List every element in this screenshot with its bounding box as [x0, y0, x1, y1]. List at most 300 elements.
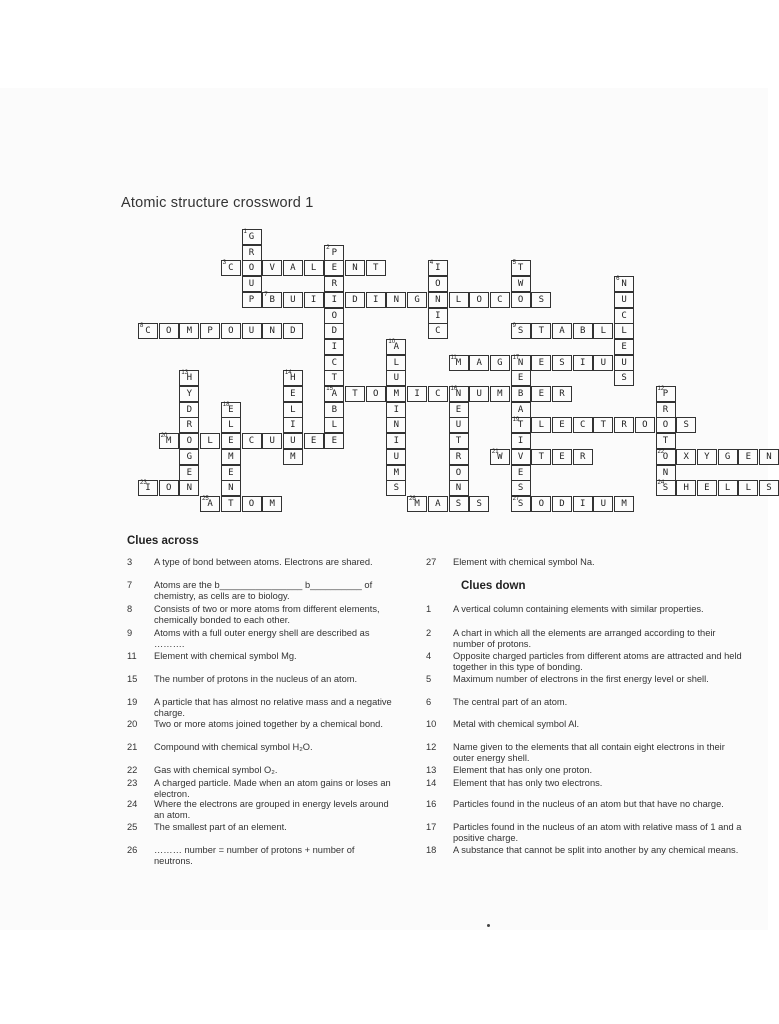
clue-number: 26	[127, 845, 138, 855]
crossword-cell[interactable]	[449, 402, 469, 418]
crossword-cell[interactable]	[511, 480, 531, 496]
crossword-cell[interactable]	[386, 370, 406, 386]
crossword-cell[interactable]	[283, 449, 303, 465]
crossword-cell[interactable]	[242, 496, 262, 512]
cell-letter: L	[600, 326, 607, 337]
cell-letter: Y	[704, 451, 710, 462]
crossword-cell[interactable]	[304, 433, 324, 449]
crossword-cell[interactable]	[449, 292, 469, 308]
crossword-cell[interactable]	[469, 292, 489, 308]
crossword-cell[interactable]	[221, 480, 241, 496]
crossword-cell[interactable]	[614, 339, 634, 355]
cell-letter: G	[186, 451, 193, 462]
crossword-cell[interactable]	[179, 433, 199, 449]
crossword-cell[interactable]	[573, 449, 593, 465]
cell-letter: O	[248, 498, 255, 509]
crossword-cell[interactable]	[428, 260, 448, 276]
crossword-cell[interactable]	[718, 480, 738, 496]
cell-letter: M	[186, 326, 193, 337]
crossword-cell[interactable]	[324, 292, 344, 308]
crossword-cell[interactable]	[221, 417, 241, 433]
crossword-cell[interactable]	[283, 323, 303, 339]
crossword-cell[interactable]	[386, 402, 406, 418]
cell-letter: P	[662, 389, 669, 399]
crossword-cell[interactable]	[614, 417, 634, 433]
crossword-cell[interactable]	[221, 260, 241, 276]
crossword-cell[interactable]	[676, 480, 696, 496]
cell-letter: U	[269, 436, 275, 447]
clue-text: The central part of an atom.	[453, 697, 568, 707]
clue-number: 24	[127, 799, 138, 809]
crossword-cell[interactable]	[262, 323, 282, 339]
crossword-cell[interactable]	[449, 465, 469, 481]
crossword-cell[interactable]	[242, 245, 262, 261]
cell-number: 26	[409, 495, 416, 502]
crossword-cell[interactable]	[511, 496, 531, 512]
crossword-cell[interactable]	[221, 465, 241, 481]
crossword-cell[interactable]	[593, 355, 613, 371]
crossword-cell[interactable]	[531, 292, 551, 308]
cell-letter: W	[497, 451, 503, 462]
crossword-cell[interactable]	[552, 417, 572, 433]
crossword-cell[interactable]	[593, 496, 613, 512]
crossword-cell[interactable]	[283, 260, 303, 276]
cell-letter: V	[517, 451, 524, 462]
crossword-cell[interactable]	[386, 355, 406, 371]
cell-letter: S	[559, 357, 565, 368]
crossword-cell[interactable]	[283, 386, 303, 402]
crossword-cell[interactable]	[283, 402, 303, 418]
cell-letter: D	[331, 326, 337, 337]
crossword-cell[interactable]	[407, 496, 427, 512]
crossword-cell[interactable]	[386, 449, 406, 465]
crossword-cell[interactable]	[511, 386, 531, 402]
crossword-cell[interactable]	[386, 417, 406, 433]
cell-letter: R	[559, 389, 565, 399]
cell-letter: A	[393, 341, 400, 352]
crossword-cell[interactable]	[386, 480, 406, 496]
crossword-cell[interactable]	[262, 260, 282, 276]
clue-number: 23	[127, 778, 138, 788]
cell-number: 19	[512, 417, 520, 424]
cell-letter: L	[207, 436, 213, 447]
clue-text: A vertical column containing elements with similar properties.	[453, 604, 704, 614]
crossword-cell[interactable]	[490, 292, 510, 308]
crossword-cell[interactable]	[324, 339, 344, 355]
crossword-cell[interactable]	[386, 433, 406, 449]
cell-letter: C	[331, 357, 337, 368]
cell-letter: A	[517, 404, 524, 415]
crossword-cell[interactable]	[159, 480, 179, 496]
crossword-cell[interactable]	[469, 496, 489, 512]
crossword-cell[interactable]	[221, 323, 241, 339]
cell-letter: E	[559, 420, 565, 431]
crossword-cell[interactable]	[759, 449, 779, 465]
crossword-cell[interactable]	[221, 449, 241, 465]
crossword-cell[interactable]	[676, 417, 696, 433]
cell-letter: E	[621, 341, 627, 352]
cell-letter: E	[186, 467, 193, 478]
cell-letter: D	[290, 326, 296, 337]
cell-letter: E	[704, 483, 710, 494]
crossword-cell[interactable]	[552, 323, 572, 339]
crossword-cell[interactable]	[324, 386, 344, 402]
clue-number: 21	[127, 742, 138, 752]
crossword-cell[interactable]	[179, 386, 199, 402]
crossword-cell[interactable]	[511, 370, 531, 386]
crossword-cell[interactable]	[511, 449, 531, 465]
cell-letter: A	[207, 498, 213, 509]
clue-number: 19	[127, 697, 138, 707]
clue-text: A charged particle. Made when an atom gains or loses an electron.	[154, 778, 391, 799]
crossword-cell[interactable]	[159, 323, 179, 339]
clue-number: 5	[426, 674, 432, 684]
crossword-cell[interactable]	[552, 496, 572, 512]
crossword-cell[interactable]	[324, 323, 344, 339]
crossword-cell[interactable]	[511, 402, 531, 418]
crossword-cell[interactable]	[718, 449, 738, 465]
crossword-cell[interactable]	[656, 480, 676, 496]
crossword-cell[interactable]	[573, 323, 593, 339]
crossword-cell[interactable]	[531, 323, 551, 339]
crossword-cell[interactable]	[738, 480, 758, 496]
crossword-cell[interactable]	[573, 496, 593, 512]
crossword-cell[interactable]	[200, 323, 220, 339]
cell-letter: I	[435, 263, 441, 274]
cell-letter: N	[455, 389, 462, 399]
crossword-cell[interactable]	[221, 496, 241, 512]
cell-letter: P	[331, 247, 337, 258]
crossword-cell[interactable]	[386, 292, 406, 308]
crossword-cell[interactable]	[428, 308, 448, 324]
crossword-cell[interactable]	[531, 355, 551, 371]
crossword-cell[interactable]	[242, 260, 262, 276]
crossword-cell[interactable]	[324, 370, 344, 386]
crossword-cell[interactable]	[449, 433, 469, 449]
crossword-cell[interactable]	[179, 370, 199, 386]
cell-number: 14	[284, 370, 292, 377]
cell-letter: C	[145, 326, 151, 337]
cell-letter: M	[393, 389, 400, 399]
cell-number: 17	[512, 354, 520, 361]
crossword-cell[interactable]	[179, 465, 199, 481]
crossword-cell[interactable]	[345, 260, 365, 276]
cell-letter: B	[517, 389, 524, 399]
cell-number: 3	[222, 260, 227, 267]
cell-letter: N	[766, 451, 772, 462]
crossword-cell[interactable]	[531, 449, 551, 465]
crossword-cell[interactable]	[511, 417, 531, 433]
crossword-cell[interactable]	[324, 355, 344, 371]
cell-letter: I	[579, 498, 586, 509]
crossword-cell[interactable]	[511, 276, 531, 292]
crossword-cell[interactable]	[200, 433, 220, 449]
crossword-cell[interactable]	[490, 386, 510, 402]
cell-letter: S	[621, 373, 627, 384]
clue-number: 17	[426, 822, 437, 832]
crossword-cell[interactable]	[179, 449, 199, 465]
cell-letter: U	[621, 294, 627, 305]
crossword-cell[interactable]	[366, 260, 386, 276]
cell-number: 11	[450, 354, 457, 361]
cell-letter: U	[248, 326, 255, 337]
crossword-cell[interactable]	[159, 433, 179, 449]
cell-letter: B	[331, 404, 337, 415]
clue-text: Maximum number of electrons in the first energy level or shell.	[453, 674, 709, 684]
cell-letter: V	[269, 263, 275, 274]
crossword-cell[interactable]	[324, 245, 344, 261]
cell-letter: A	[476, 357, 482, 368]
crossword-cell[interactable]	[614, 308, 634, 324]
crossword-cell[interactable]	[407, 292, 427, 308]
cell-letter: O	[165, 326, 172, 337]
cell-letter: C	[248, 436, 255, 447]
crossword-cell[interactable]	[593, 417, 613, 433]
crossword-cell[interactable]	[138, 480, 158, 496]
crossword-cell[interactable]	[283, 370, 303, 386]
crossword-cell[interactable]	[179, 480, 199, 496]
crossword-cell[interactable]	[511, 465, 531, 481]
cell-number: 25	[202, 495, 209, 502]
clue-text: Where the electrons are grouped in energy levels around an atom.	[154, 799, 389, 820]
crossword-cell[interactable]	[759, 480, 779, 496]
crossword-cell[interactable]	[345, 386, 365, 402]
crossword-cell[interactable]	[428, 292, 448, 308]
crossword-cell[interactable]	[656, 449, 676, 465]
crossword-cell[interactable]	[656, 433, 676, 449]
cell-letter: S	[766, 483, 772, 494]
clue-text: A chart in which all the elements are arranged according to their number of protons.	[453, 628, 716, 649]
cell-number: 1	[243, 229, 247, 235]
crossword-cell[interactable]	[552, 355, 572, 371]
clue-text: Element with chemical symbol Na.	[453, 557, 595, 567]
cell-letter: S	[683, 420, 689, 431]
clue-number: 1	[426, 604, 432, 614]
cell-number: 18	[222, 401, 230, 408]
crossword-cell[interactable]	[242, 276, 262, 292]
crossword-cell[interactable]	[304, 292, 324, 308]
cell-letter: M	[228, 451, 234, 462]
cell-letter: N	[228, 483, 234, 494]
cell-letter: O	[165, 483, 172, 494]
crossword-cell[interactable]	[656, 417, 676, 433]
crossword-cell[interactable]	[428, 276, 448, 292]
crossword-cell[interactable]	[614, 496, 634, 512]
crossword-cell[interactable]	[262, 292, 282, 308]
clue-text: Gas with chemical symbol O₂.	[154, 765, 278, 775]
cell-letter: N	[435, 294, 441, 305]
cell-letter: R	[662, 404, 669, 415]
crossword-cell[interactable]	[614, 355, 634, 371]
cell-letter: C	[228, 263, 234, 274]
crossword-cell[interactable]	[345, 292, 365, 308]
cell-letter: O	[435, 279, 441, 290]
cell-letter: U	[248, 279, 255, 290]
crossword-cell[interactable]	[428, 386, 448, 402]
cell-letter: I	[331, 294, 337, 305]
crossword-cell[interactable]	[552, 449, 572, 465]
cell-letter: T	[228, 498, 234, 509]
crossword-cell[interactable]	[386, 386, 406, 402]
crossword-cell[interactable]	[262, 433, 282, 449]
cell-letter: S	[662, 483, 669, 494]
cell-letter: S	[476, 498, 482, 509]
clue-number: 2	[426, 628, 432, 638]
crossword-cell[interactable]	[614, 276, 634, 292]
crossword-cell[interactable]	[511, 292, 531, 308]
crossword-cell[interactable]	[179, 323, 199, 339]
crossword-cell[interactable]	[614, 323, 634, 339]
crossword-cell[interactable]	[179, 402, 199, 418]
crossword-cell[interactable]	[386, 465, 406, 481]
crossword-cell[interactable]	[386, 339, 406, 355]
cell-letter: R	[455, 451, 462, 462]
crossword-cell[interactable]	[242, 292, 262, 308]
crossword-cell[interactable]	[449, 355, 469, 371]
crossword-cell[interactable]	[242, 229, 262, 245]
cell-letter: U	[393, 373, 400, 384]
crossword-cell[interactable]	[614, 292, 634, 308]
cell-letter: S	[393, 483, 400, 494]
crossword-cell[interactable]	[593, 323, 613, 339]
cell-letter: D	[186, 404, 193, 415]
crossword-cell[interactable]	[635, 417, 655, 433]
crossword-cell[interactable]	[469, 386, 489, 402]
cell-number: 20	[160, 433, 168, 440]
crossword-cell[interactable]	[573, 355, 593, 371]
crossword-cell[interactable]	[490, 355, 510, 371]
cell-letter: B	[269, 294, 275, 305]
cell-letter: U	[600, 498, 607, 509]
clue-text: Atoms are the b________________ b__________ of chemistry, as cells are to biology.	[154, 580, 373, 601]
cell-letter: N	[517, 357, 524, 368]
crossword-cell[interactable]	[366, 292, 386, 308]
crossword-cell[interactable]	[324, 402, 344, 418]
clue-text: Opposite charged particles from different atoms are attracted and held together in this type of bonding.	[453, 651, 742, 672]
crossword-cell[interactable]	[656, 386, 676, 402]
cell-letter: C	[435, 389, 441, 399]
crossword-cell[interactable]	[324, 417, 344, 433]
cell-letter: T	[352, 389, 358, 399]
clue-number: 22	[127, 765, 138, 775]
cell-letter: N	[393, 294, 400, 305]
crossword-cell[interactable]	[283, 417, 303, 433]
speck	[487, 924, 490, 927]
crossword-cell[interactable]	[221, 402, 241, 418]
crossword-cell[interactable]	[469, 355, 489, 371]
crossword-cell[interactable]	[179, 417, 199, 433]
crossword-cell[interactable]	[138, 323, 158, 339]
crossword-cell[interactable]	[242, 433, 262, 449]
cell-letter: W	[517, 279, 524, 290]
crossword-cell[interactable]	[283, 292, 303, 308]
cell-letter: O	[228, 326, 234, 337]
cell-letter: S	[455, 498, 462, 509]
cell-letter: N	[393, 420, 400, 431]
cell-letter: L	[393, 357, 400, 368]
cell-letter: P	[248, 294, 255, 305]
crossword-cell[interactable]	[428, 496, 448, 512]
clue-number: 15	[127, 674, 138, 684]
cell-letter: M	[269, 498, 275, 509]
crossword-cell[interactable]	[511, 323, 531, 339]
cell-letter: C	[579, 420, 586, 431]
cell-letter: O	[372, 389, 379, 399]
crossword-cell[interactable]	[511, 260, 531, 276]
crossword-cell[interactable]	[449, 449, 469, 465]
crossword-cell[interactable]	[449, 417, 469, 433]
crossword-cell[interactable]	[738, 449, 758, 465]
crossword-cell[interactable]	[552, 386, 572, 402]
crossword-cell[interactable]	[531, 417, 551, 433]
cell-letter: M	[497, 389, 503, 399]
crossword-cell[interactable]	[407, 386, 427, 402]
crossword-cell[interactable]	[324, 433, 344, 449]
cell-letter: B	[579, 326, 586, 337]
crossword-cell[interactable]	[324, 308, 344, 324]
cell-letter: L	[310, 263, 317, 274]
cell-number: 8	[140, 323, 144, 330]
crossword-cell[interactable]	[511, 355, 531, 371]
cell-letter: T	[372, 263, 379, 274]
crossword-cell[interactable]	[490, 449, 510, 465]
crossword-cell[interactable]	[221, 433, 241, 449]
crossword-cell[interactable]	[511, 433, 531, 449]
crossword-cell[interactable]	[697, 480, 717, 496]
crossword-cell[interactable]	[697, 449, 717, 465]
cell-letter: O	[538, 498, 544, 509]
crossword-cell[interactable]	[283, 433, 303, 449]
clue-text: Consists of two or more atoms from different elements, chemically bonded to each other.	[154, 604, 380, 625]
crossword-cell[interactable]	[449, 386, 469, 402]
crossword-cell[interactable]	[531, 496, 551, 512]
cell-letter: D	[352, 294, 358, 305]
crossword-cell[interactable]	[449, 480, 469, 496]
crossword-cell[interactable]	[676, 449, 696, 465]
cell-letter: I	[435, 310, 441, 321]
crossword-cell[interactable]	[449, 496, 469, 512]
cell-letter: A	[559, 326, 565, 337]
cell-letter: O	[248, 263, 255, 274]
crossword-cell[interactable]	[324, 260, 344, 276]
crossword-cell[interactable]	[200, 496, 220, 512]
cell-letter: C	[435, 326, 441, 337]
cell-number: 6	[616, 276, 620, 283]
clue-number: 8	[127, 604, 133, 614]
clue-number: 18	[426, 845, 437, 855]
cell-letter: N	[662, 467, 669, 478]
cell-letter: N	[621, 279, 627, 290]
crossword-cell[interactable]	[573, 417, 593, 433]
cell-letter: O	[476, 294, 482, 305]
crossword-cell[interactable]	[262, 496, 282, 512]
crossword-cell[interactable]	[304, 260, 324, 276]
clue-text: ……… number = number of protons + number of neutrons.	[154, 845, 355, 866]
crossword-cell[interactable]	[656, 465, 676, 481]
crossword-cell[interactable]	[242, 323, 262, 339]
cell-letter: T	[331, 373, 337, 384]
cell-number: 7	[264, 291, 268, 298]
crossword-cell[interactable]	[324, 276, 344, 292]
crossword-cell[interactable]	[614, 370, 634, 386]
cell-letter: N	[352, 263, 358, 274]
crossword-cell[interactable]	[428, 323, 448, 339]
clue-text: A particle that has almost no relative mass and a negative charge.	[154, 697, 392, 718]
cell-number: 4	[429, 260, 434, 267]
crossword-cell[interactable]	[366, 386, 386, 402]
crossword-cell[interactable]	[531, 386, 551, 402]
crossword-cell[interactable]	[656, 402, 676, 418]
